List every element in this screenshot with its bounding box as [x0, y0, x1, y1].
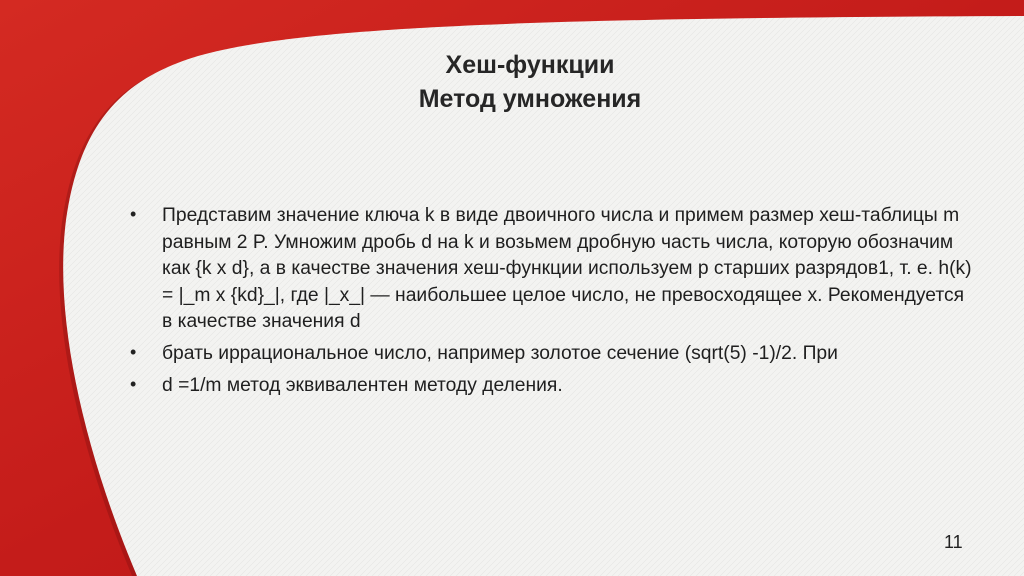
title-line-2: Метод умножения: [418, 85, 642, 113]
bullet-dot-icon: •: [130, 373, 137, 394]
bullet-item: [118, 203, 978, 336]
slide-title: [0, 48, 1024, 116]
bullet-list: [118, 203, 978, 404]
bullet-item: [118, 373, 978, 400]
bullet-text: Представим значение ключа k в виде двоичного числа и примем размер хеш-таблицы m равным 2 P. Умножим дробь d на k и возьмем дробную часть числа, которую обозначим как {k x d}, а в качестве значения хеш-функции используем p старших разрядов1, т. е. h(k) = |_m x {kd}_|, где |_x_| — наибольшее целое число, не превосходящее x. Рекомендуется в качестве значения d: [162, 205, 972, 333]
title-line-1: Хеш-функции: [445, 51, 615, 79]
bullet-dot-icon: •: [130, 204, 137, 224]
bullet-text: брать иррациональное число, например золотое сечение (sqrt(5) -1)/2. При: [162, 342, 838, 364]
bullet-item: [118, 341, 978, 368]
slide-number: 11: [944, 532, 963, 552]
bullet-dot-icon: •: [130, 341, 137, 362]
bullet-text: d =1/m метод эквивалентен методу деления.: [162, 374, 563, 396]
